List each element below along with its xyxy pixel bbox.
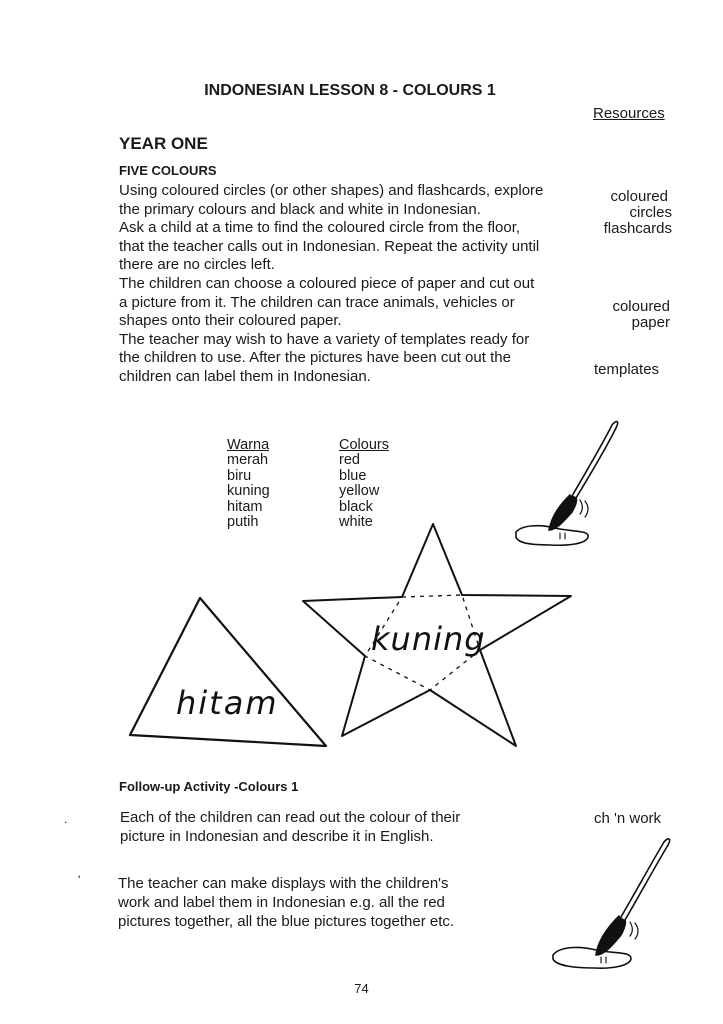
instruction-line: there are no circles left. (119, 256, 275, 274)
followup-line: work and label them in Indonesian e.g. all the red (118, 894, 445, 911)
vocab-word: black (339, 498, 373, 515)
year-heading: YEAR ONE (119, 134, 208, 153)
vocab-word: blue (339, 467, 367, 484)
page-title: INDONESIAN LESSON 8 - COLOURS 1 (204, 82, 496, 99)
star-label: kuning (371, 620, 486, 658)
page-number: 74 (354, 981, 369, 996)
vocab-word: yellow (339, 483, 380, 500)
followup-item-1 (120, 808, 460, 846)
instruction-line: the primary colours and black and white in Indonesian. (119, 200, 481, 218)
followup-line: picture in Indonesian and describe it in English. (120, 828, 434, 845)
instruction-line: children can label them in Indonesian. (119, 367, 371, 385)
vocab-word: white (339, 514, 373, 531)
instruction-line: The teacher may wish to have a variety of templates ready for (119, 330, 530, 348)
resource-item: coloured (612, 298, 670, 315)
vocab-word: merah (227, 452, 269, 469)
triangle-label: hitam (176, 684, 279, 722)
vocab-word: red (339, 452, 360, 469)
vocab-word: kuning (227, 483, 270, 500)
resources-heading: Resources (593, 105, 665, 122)
triangle-drawing (130, 598, 326, 746)
resource-item: coloured (610, 188, 668, 205)
resource-item: circles (629, 204, 672, 221)
instruction-line: a picture from it. The children can trace animals, vehicles or (119, 293, 515, 311)
paintbrush-icon (553, 839, 670, 968)
vocab-word: biru (227, 467, 252, 484)
followup-line: The teacher can make displays with the children's (118, 875, 449, 892)
followup-line: pictures together, all the blue pictures together etc. (118, 913, 455, 930)
vocab-word: hitam (227, 498, 263, 515)
bullet-marker: ' (78, 873, 81, 887)
instruction-line: that the teacher calls out in Indonesian. Repeat the activity until (119, 237, 540, 255)
bullet-marker: . (64, 812, 68, 826)
vocab-word: putih (227, 514, 259, 531)
instruction-line: the children to use. After the pictures have been cut out the (119, 349, 511, 367)
followup-item-2 (118, 874, 454, 931)
instruction-line: Using coloured circles (or other shapes) and flashcards, explore (119, 182, 544, 199)
instruction-line: shapes onto their coloured paper. (119, 312, 342, 330)
paintbrush-icon (516, 422, 618, 546)
vocab-indonesian-heading: Warna (227, 437, 270, 453)
followup-heading: Follow-up Activity -Colours 1 (119, 779, 299, 794)
followup-line: Each of the children can read out the colour of their (120, 809, 461, 826)
vocab-english-heading: Colours (339, 437, 389, 453)
resource-item: paper (631, 314, 670, 331)
section-subheading: FIVE COLOURS (119, 163, 217, 178)
resource-templates: templates (594, 361, 660, 378)
resource-item: flashcards (603, 220, 672, 237)
instruction-line: The children can choose a coloured piece of paper and cut out (119, 274, 535, 292)
followup-resource: ch 'n work (594, 810, 662, 827)
instruction-line: Ask a child at a time to find the coloured circle from the floor, (119, 219, 521, 237)
